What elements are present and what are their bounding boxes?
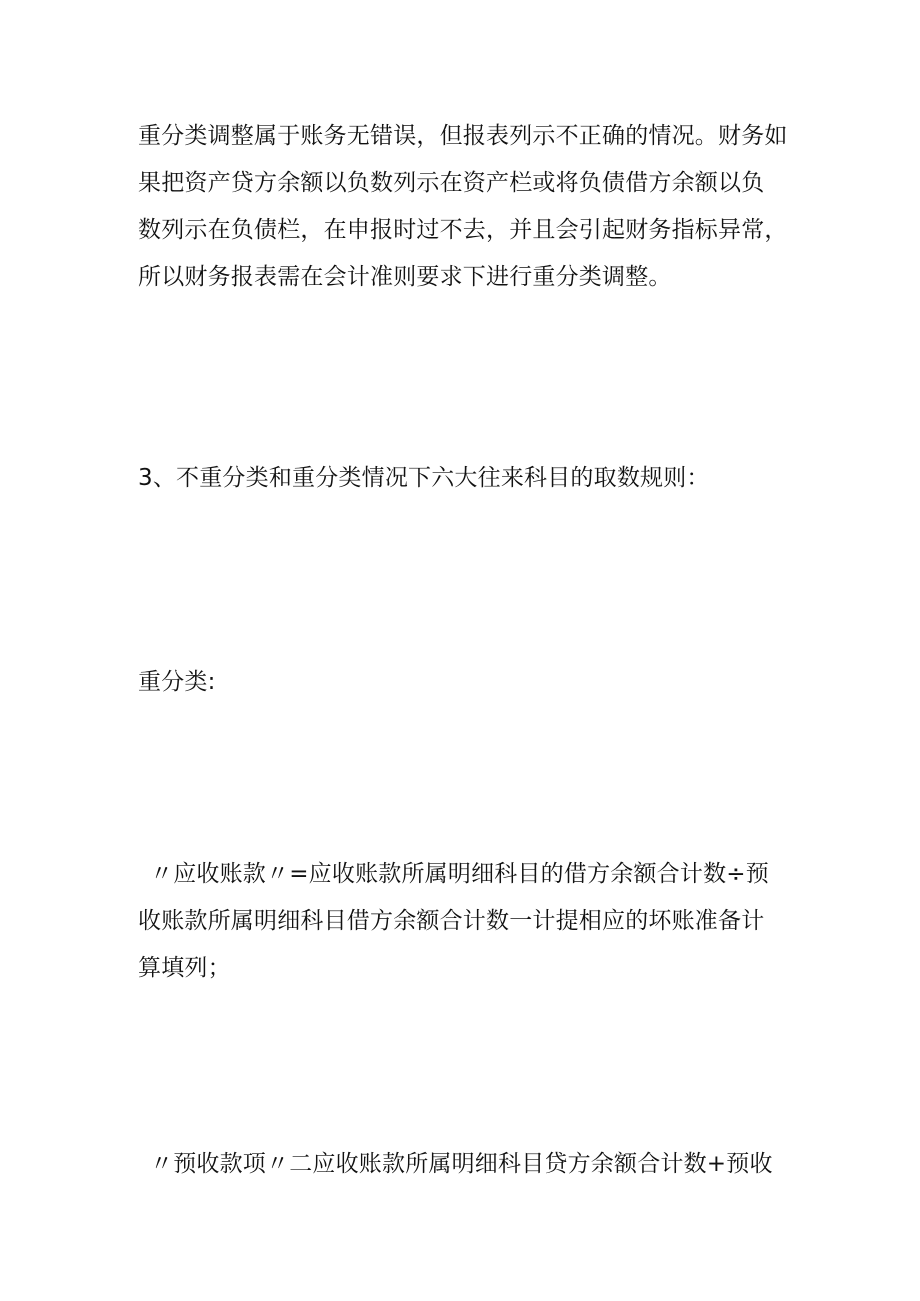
paragraph-line: 〃预收款项〃二应收账款所属明细科目贷方余额合计数+预收 <box>150 1151 773 1177</box>
paragraph-line: 重分类调整属于账务无错误，但报表列示不正确的情况。财务如 <box>138 123 788 149</box>
subheading: 重分类: <box>138 669 216 695</box>
paragraph-line: 所以财务报表需在会计准则要求下进行重分类调整。 <box>138 264 672 290</box>
paragraph-line: 算填列； <box>138 955 231 981</box>
paragraph-line: 数列示在负债栏，在申报时过不去，并且会引起财务指标异常， <box>138 217 788 243</box>
paragraph-line: 果把资产贷方余额以负数列示在资产栏或将负债借方余额以负 <box>138 170 765 196</box>
section-heading: 3、不重分类和重分类情况下六大往来科目的取数规则： <box>138 465 710 491</box>
paragraph-line: 收账款所属明细科目借方余额合计数一计提相应的坏账准备计 <box>138 908 765 934</box>
paragraph-line: 〃应收账款〃=应收账款所属明细科目的借方余额合计数÷预 <box>150 861 769 887</box>
